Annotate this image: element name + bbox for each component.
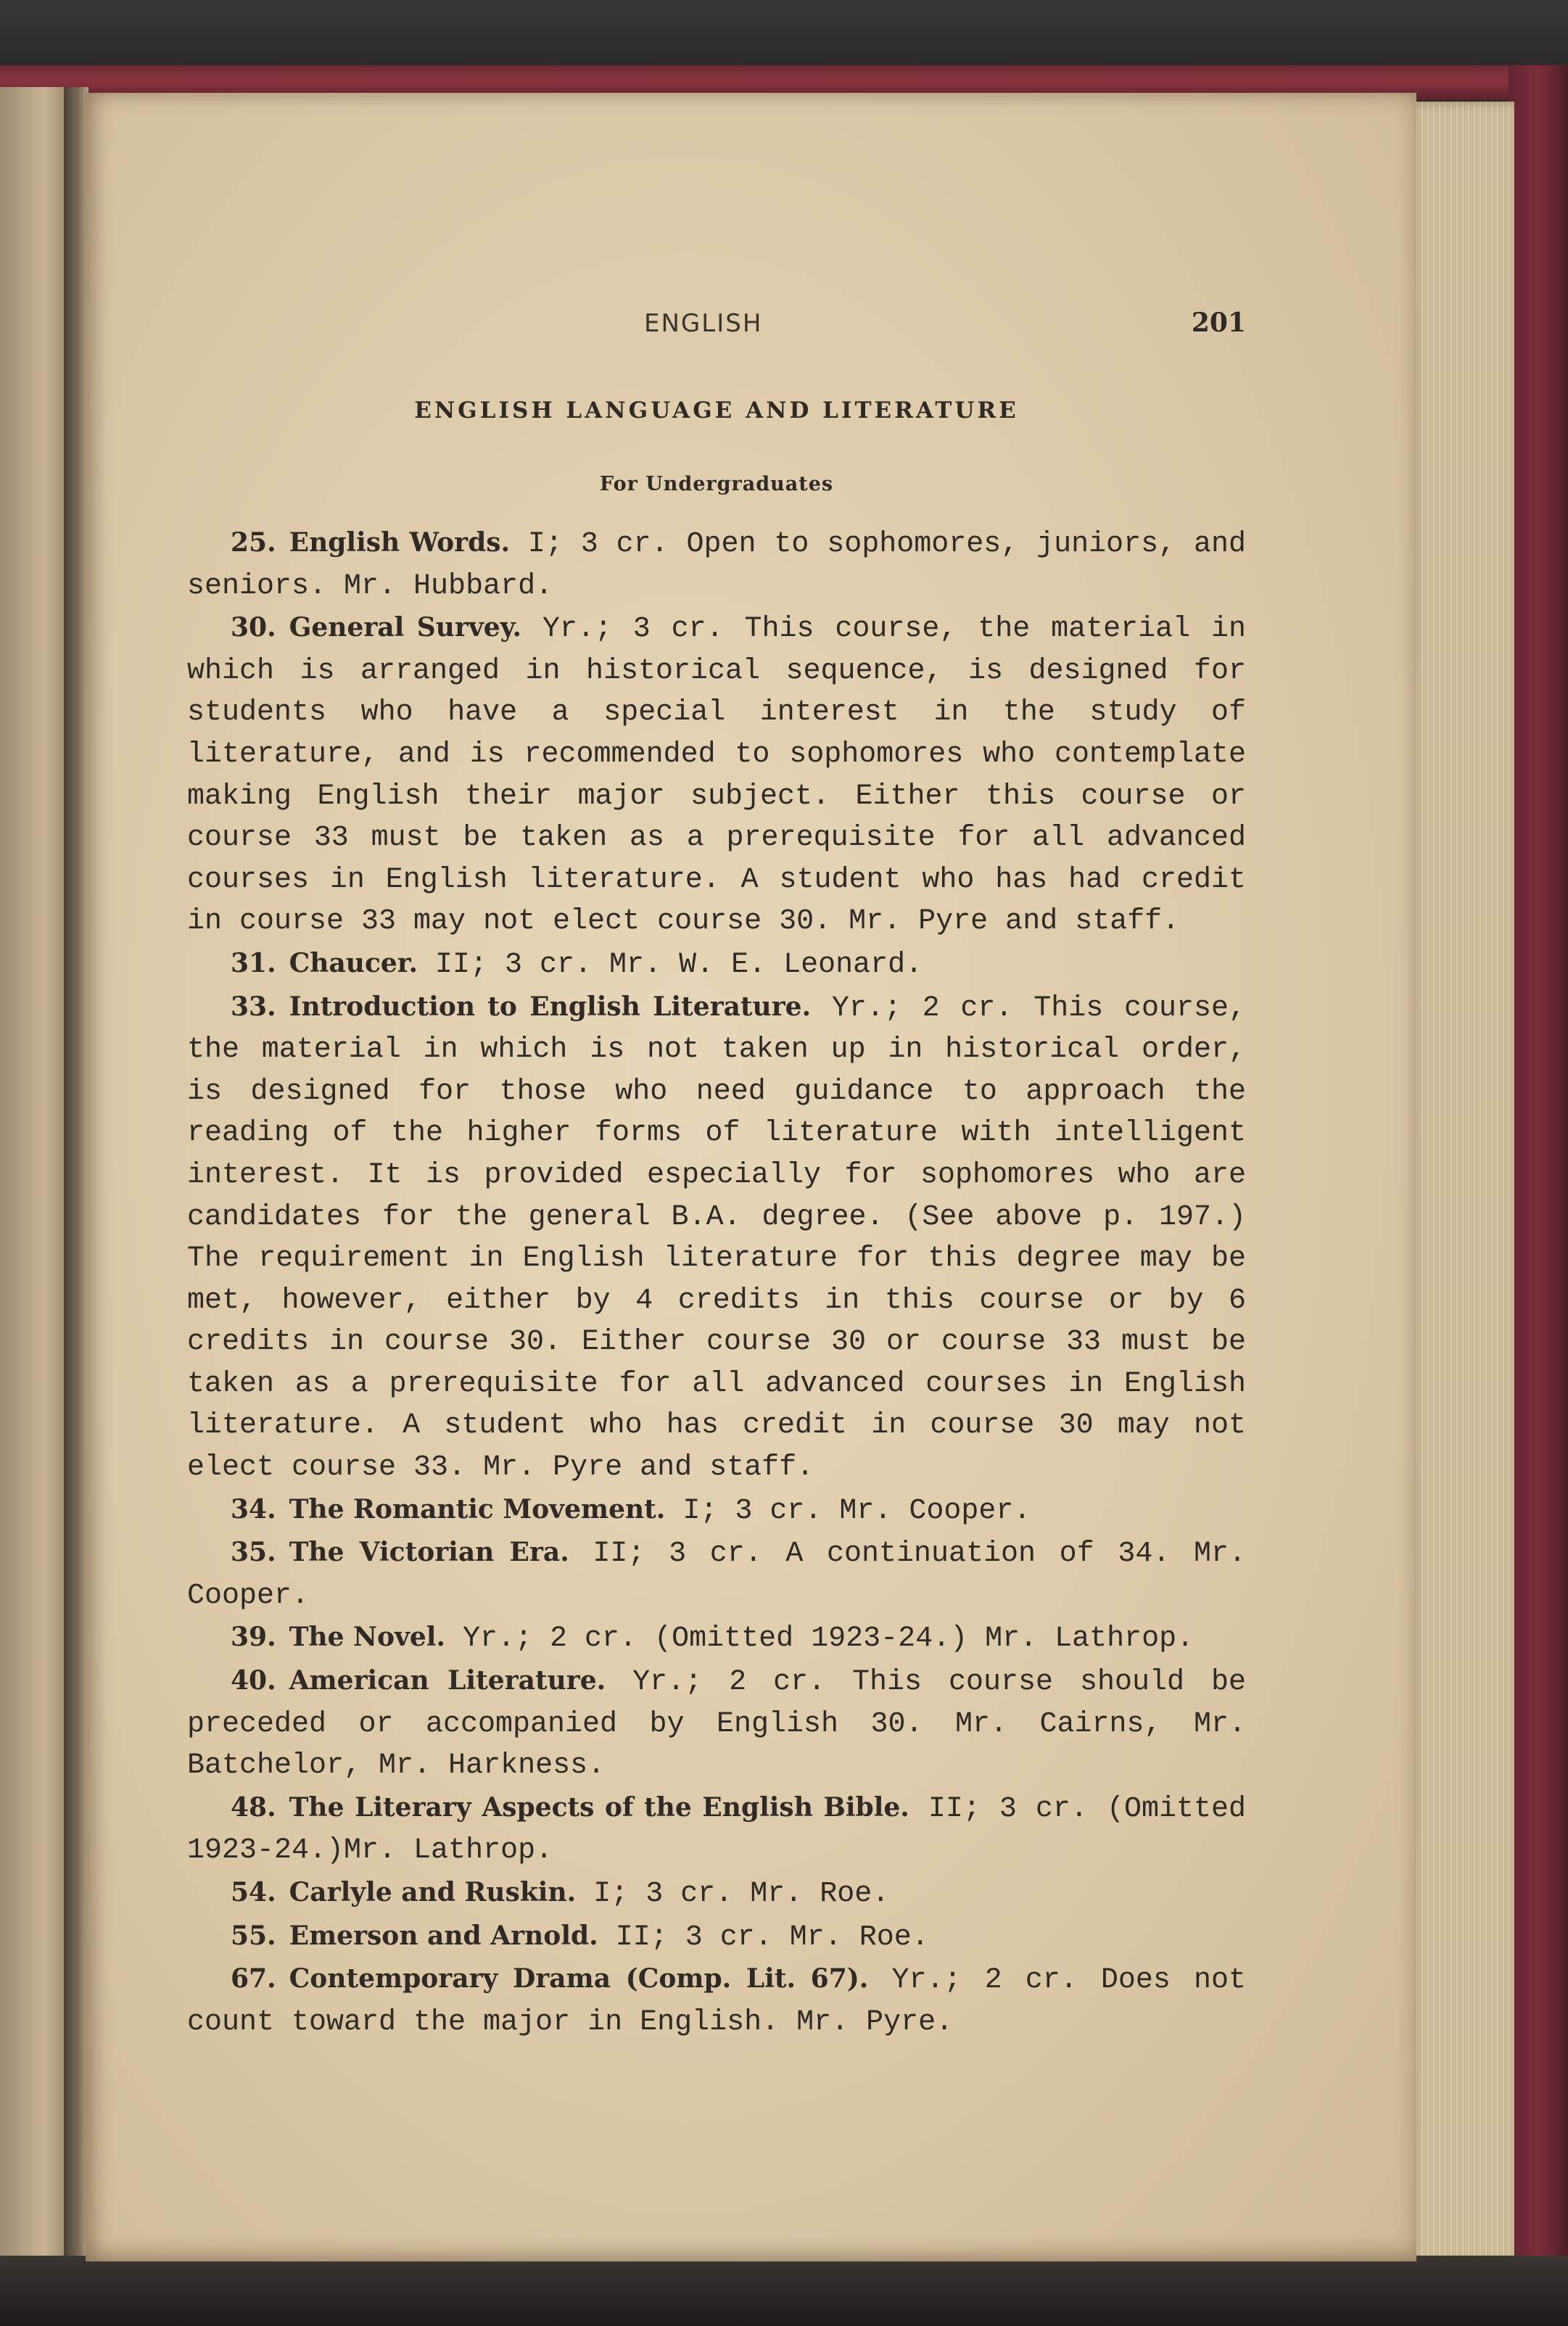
course-number: 25. [231, 527, 276, 558]
course-number: 39. [231, 1622, 276, 1653]
course-description: II; 3 cr. A continuation of 34. Mr. Cooper. [187, 1538, 1246, 1612]
course-list [187, 522, 1246, 2043]
book-gutter [64, 87, 88, 2285]
running-head-title: ENGLISH [644, 309, 763, 338]
course-title: The Romantic Movement. [289, 1493, 666, 1525]
section-subtitle: For Undergraduates [599, 473, 834, 495]
course-number: 40. [231, 1665, 276, 1696]
course-title: The Victorian Era. [289, 1537, 569, 1568]
book-binding-right [1509, 65, 1568, 2326]
course-title: General Survey. [289, 612, 522, 643]
course-number: 55. [231, 1920, 276, 1951]
course-entry [187, 1915, 1246, 1959]
course-entry [187, 1660, 1246, 1787]
course-title: Introduction to English Literature. [289, 991, 812, 1022]
course-description: Yr.; 2 cr. This course, the material in which is not taken up in historical order, is designed for those who need guidance to approach the reading of the higher forms of literature with intelligent interest. It is provided especially for sophomores who are candidates for the general B.A. degree. (See above p. 197.) The requirement in English literature for this degree may be met, however, either by 4 credits in this course or by 6 credits in course 30. Either course 30 or course 33 must be taken as a prerequisite for all advanced courses in English literature. A student who has credit in course 30 may not elect course 33. Mr. Pyre and staff. [187, 991, 1246, 1485]
course-entry [187, 1617, 1246, 1660]
course-number: 48. [231, 1791, 276, 1823]
course-description: I; 3 cr. Open to sophomores, juniors, and seniors. Mr. Hubbard. [187, 528, 1246, 603]
course-entry [187, 986, 1246, 1489]
course-title: Contemporary Drama (Comp. Lit. 67). [289, 1963, 869, 1995]
course-description: I; 3 cr. Mr. Cooper. [682, 1494, 1031, 1527]
course-description: Yr.; 3 cr. This course, the material in which is arranged in historical sequence, is designed for students who have a special interest in the study of literature, and is recommended to sophomores who contemplate making English their major subject. Either this course or course 33 must be taken as a prerequisite for all advanced courses in English literature. A student who has had credit in course 33 may not elect course 30. Mr. Pyre and staff. [187, 613, 1246, 939]
course-entry [187, 1787, 1246, 1872]
course-number: 54. [231, 1877, 276, 1908]
course-title: The Literary Aspects of the English Bible. [289, 1791, 909, 1823]
course-title: Chaucer. [289, 947, 418, 978]
course-description: Yr.; 2 cr. This course should be preceded or accompanied by English 30. Mr. Cairns, Mr. Batchelor, Mr. Harkness. [187, 1666, 1247, 1783]
course-number: 67. [231, 1963, 276, 1995]
course-entry [187, 1958, 1246, 2043]
course-title: English Words. [289, 527, 511, 558]
course-description: II; 3 cr. (Omitted 1923-24.)Mr. Lathrop. [187, 1792, 1246, 1868]
course-entry [187, 1872, 1246, 1915]
course-entry [187, 522, 1246, 607]
running-head [187, 305, 1246, 348]
course-number: 30. [231, 612, 276, 643]
course-description: II; 3 cr. Mr. Roe. [615, 1921, 929, 1954]
course-entry [187, 1489, 1246, 1533]
course-number: 35. [231, 1537, 276, 1568]
course-entry [187, 607, 1246, 943]
background-bottom [0, 2256, 1568, 2326]
course-number: 34. [231, 1493, 276, 1525]
page-stack-edges [1407, 102, 1514, 2263]
course-title: Carlyle and Ruskin. [289, 1877, 577, 1908]
section-title: ENGLISH LANGUAGE AND LITERATURE [414, 397, 1019, 424]
course-title: American Literature. [289, 1665, 606, 1696]
page-number: 201 [1191, 308, 1246, 338]
course-description: Yr.; 2 cr. (Omitted 1923-24.) Mr. Lathrop. [463, 1622, 1194, 1656]
course-entry [187, 1532, 1246, 1617]
course-description: II; 3 cr. Mr. W. E. Leonard. [435, 948, 923, 981]
course-number: 33. [231, 991, 276, 1022]
course-description: Yr.; 2 cr. Does not count toward the major in English. Mr. Pyre. [187, 1964, 1246, 2039]
course-entry [187, 943, 1246, 986]
course-title: The Novel. [289, 1622, 445, 1653]
course-title: Emerson and Arnold. [289, 1920, 598, 1951]
course-description: I; 3 cr. Mr. Roe. [593, 1878, 890, 1910]
course-number: 31. [231, 947, 276, 978]
